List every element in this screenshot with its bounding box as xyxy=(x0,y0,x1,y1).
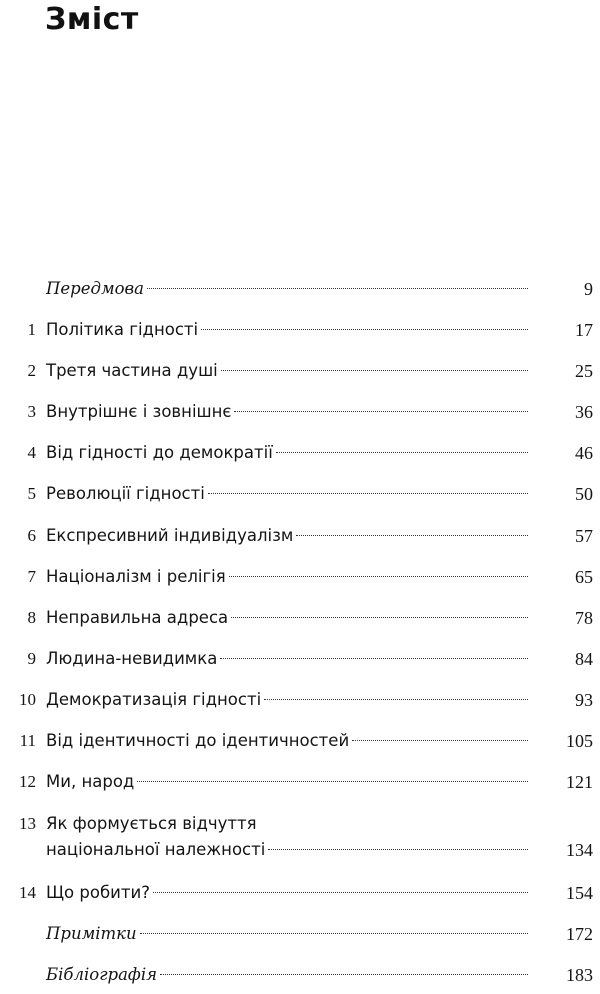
dot-leader xyxy=(264,699,528,700)
page-number: 9 xyxy=(584,279,593,299)
chapter-title: Внутрішнє і зовнішнє xyxy=(46,402,232,421)
chapter-title: Людина-невидимка xyxy=(46,649,218,668)
chapter-title: Бібліографія xyxy=(46,965,158,984)
chapter-title: Як формується відчуття xyxy=(46,814,257,833)
toc-entry[interactable] xyxy=(0,812,600,862)
dot-leader xyxy=(140,933,528,934)
dot-leader xyxy=(296,535,528,536)
dot-leader xyxy=(229,576,528,577)
chapter-number: 13 xyxy=(19,814,36,833)
dot-leader xyxy=(276,452,528,453)
chapter-title-continued: національної належності xyxy=(46,840,266,859)
page-number: 93 xyxy=(575,690,593,710)
page-number: 183 xyxy=(566,965,593,985)
dot-leader xyxy=(352,740,528,741)
chapter-number: 1 xyxy=(27,320,36,339)
chapter-title: Неправильна адреса xyxy=(46,608,229,627)
chapter-title: Експресивний індивідуалізм xyxy=(46,526,294,545)
page-number: 17 xyxy=(575,320,593,340)
page-number: 50 xyxy=(575,484,593,504)
dot-leader xyxy=(201,329,528,330)
page-number: 121 xyxy=(566,772,593,792)
dot-leader xyxy=(221,370,528,371)
dot-leader xyxy=(220,658,528,659)
chapter-number: 4 xyxy=(27,443,36,462)
chapter-number: 9 xyxy=(27,649,36,668)
page-number: 36 xyxy=(575,402,593,422)
chapter-title: Передмова xyxy=(46,279,144,298)
chapter-number: 7 xyxy=(27,567,36,586)
page-number: 134 xyxy=(566,840,593,860)
dot-leader xyxy=(147,288,528,289)
chapter-title: Третя частина душі xyxy=(46,361,218,380)
page-title: Зміст xyxy=(45,2,139,37)
chapter-title: Від гідності до демократії xyxy=(46,443,273,462)
chapter-number: 3 xyxy=(27,402,36,421)
chapter-number: 14 xyxy=(19,883,36,902)
page-number: 105 xyxy=(566,731,593,751)
page-number: 84 xyxy=(575,649,593,669)
chapter-title: Націоналізм і релігія xyxy=(46,567,226,586)
page-number: 154 xyxy=(566,883,593,903)
chapter-number: 12 xyxy=(19,772,36,791)
dot-leader xyxy=(160,974,528,975)
page-number: 25 xyxy=(575,361,593,381)
chapter-title: Що робити? xyxy=(46,883,150,902)
chapter-number: 11 xyxy=(19,731,36,750)
chapter-title: Революції гідності xyxy=(46,484,205,503)
chapter-number: 10 xyxy=(19,690,36,709)
chapter-title: Від ідентичності до ідентичностей xyxy=(46,731,350,750)
page-number: 78 xyxy=(575,608,593,628)
chapter-number: 6 xyxy=(27,526,36,545)
page-number: 65 xyxy=(575,567,593,587)
dot-leader xyxy=(137,781,528,782)
chapter-title: Примітки xyxy=(46,924,137,943)
dot-leader xyxy=(208,493,528,494)
page-number: 172 xyxy=(566,924,593,944)
chapter-title: Демократизація гідності xyxy=(46,690,262,709)
dot-leader xyxy=(268,849,528,850)
chapter-title: Політика гідності xyxy=(46,320,199,339)
dot-leader xyxy=(234,411,528,412)
page-number: 46 xyxy=(575,443,593,463)
dot-leader xyxy=(231,617,528,618)
page-number: 57 xyxy=(575,526,593,546)
chapter-number: 2 xyxy=(27,361,36,380)
dot-leader xyxy=(153,892,528,893)
chapter-number: 8 xyxy=(27,608,36,627)
chapter-title: Ми, народ xyxy=(46,772,135,791)
chapter-number: 5 xyxy=(27,484,36,503)
